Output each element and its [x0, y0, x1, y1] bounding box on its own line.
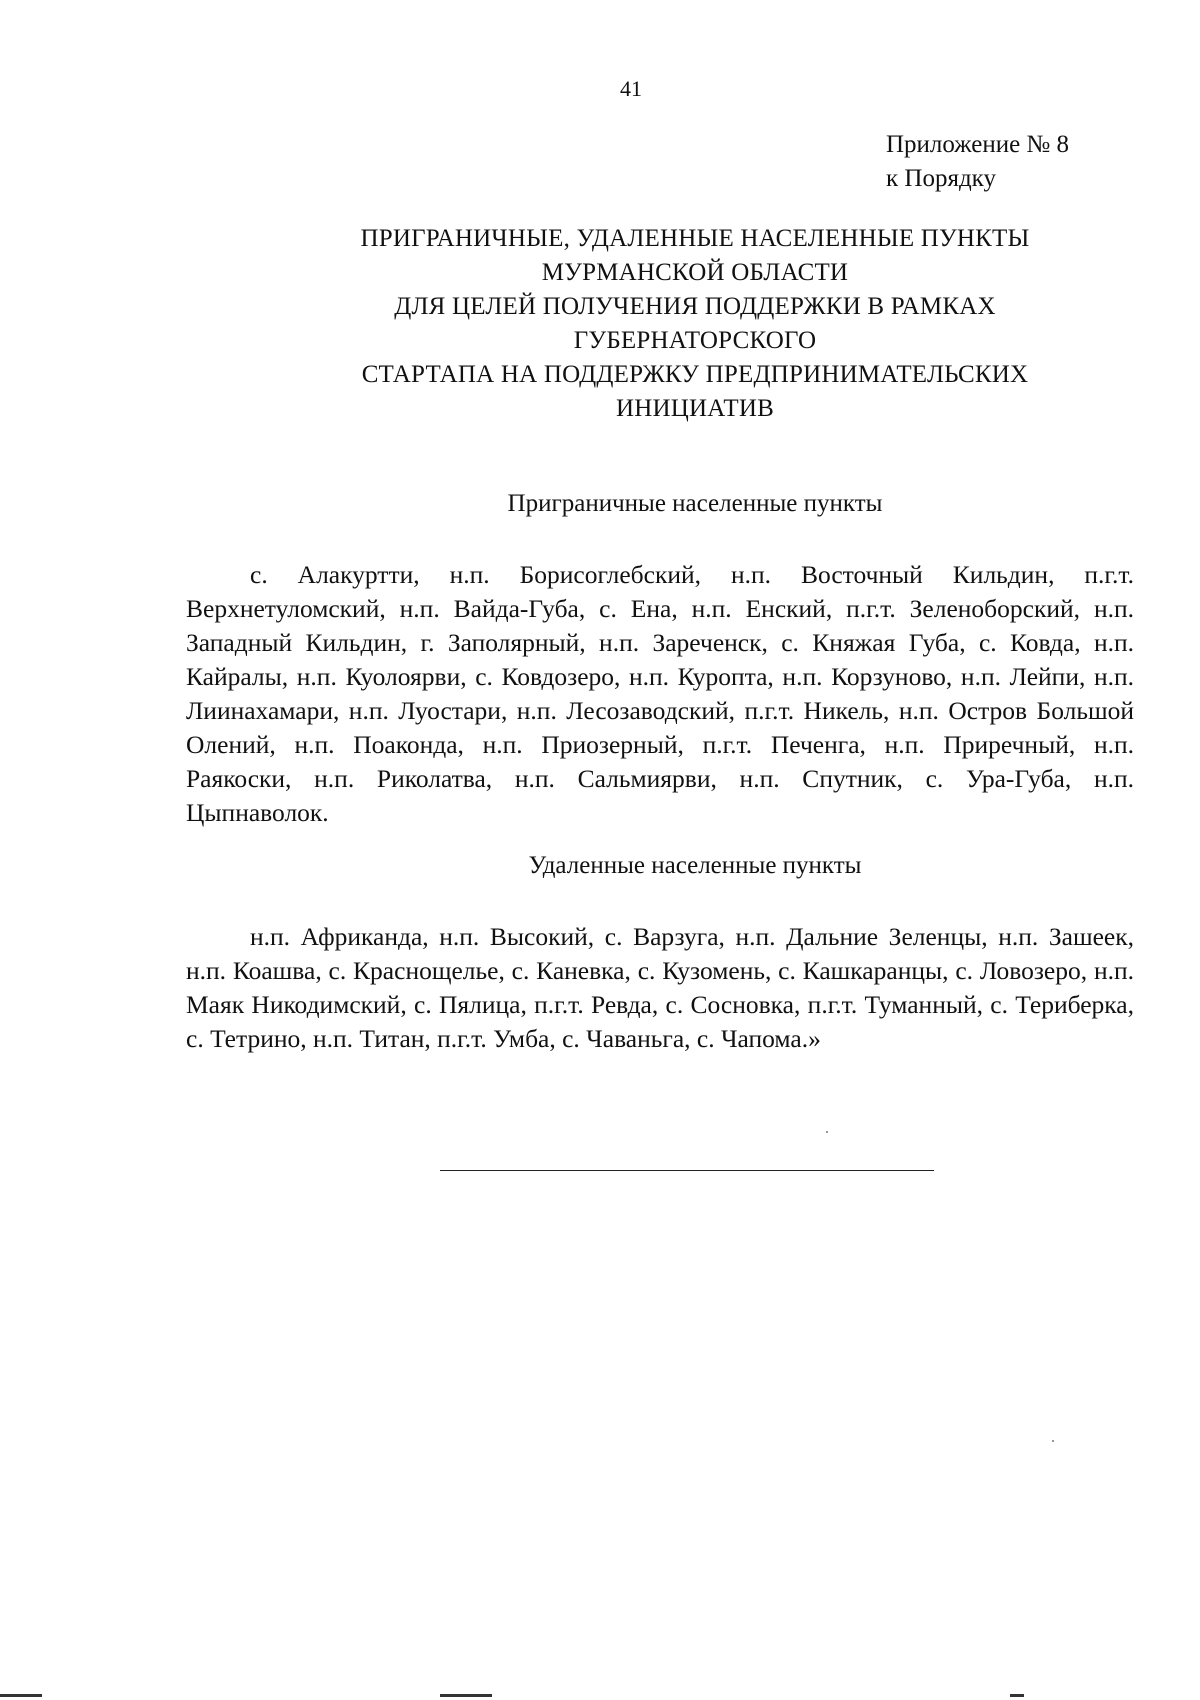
- title-line: ГУБЕРНАТОРСКОГО: [573, 327, 817, 354]
- appendix-reference: [886, 128, 1069, 196]
- remote-settlements-heading: Удаленные населенные пункты: [528, 852, 862, 879]
- title-line: ДЛЯ ЦЕЛЕЙ ПОЛУЧЕНИЯ ПОДДЕРЖКИ В РАМКАХ: [394, 293, 996, 320]
- title-line: ПРИГРАНИЧНЫЕ, УДАЛЕННЫЕ НАСЕЛЕННЫЕ ПУНКТЫ: [360, 225, 1030, 252]
- scan-speck: [826, 1131, 828, 1133]
- appendix-order: к Порядку: [886, 165, 996, 192]
- appendix-number: Приложение № 8: [886, 131, 1070, 158]
- closing-rule-divider: [440, 1170, 934, 1171]
- scan-edge-mark: [0, 1694, 42, 1697]
- page-number: 41: [620, 76, 642, 101]
- remote-settlements-list: н.п. Африканда, н.п. Высокий, с. Варзуга, н.п. Дальние Зеленцы, н.п. Зашеек, н.п. Коашва, с. Краснощелье, с. Каневка, с. Кузомень, с. Кашкаранцы, с. Ловозеро, н.п. Маяк Никодимский, с. Пялица, п.г.т. Ревда, с. Сосновка, п.г.т. Туманный, с. Териберка, с. Тетрино, н.п. Титан, п.г.т. Умба, с. Чаваньга, с. Чапома.»: [186, 922, 1134, 1053]
- title-line: СТАРТАПА НА ПОДДЕРЖКУ ПРЕДПРИНИМАТЕЛЬСКИХ: [361, 361, 1029, 388]
- title-line: ИНИЦИАТИВ: [616, 395, 774, 422]
- border-settlements-heading: Приграничные населенные пункты: [507, 490, 883, 517]
- scan-speck: [1052, 1440, 1054, 1442]
- scan-edge-mark: [440, 1694, 492, 1697]
- title-line: МУРМАНСКОЙ ОБЛАСТИ: [541, 259, 849, 286]
- border-settlements-list: с. Алакуртти, н.п. Борисоглебский, н.п. Восточный Кильдин, п.г.т. Верхнетуломский, н.п. Вайда-Губа, с. Ена, н.п. Енский, п.г.т. Зеленоборский, н.п. Западный Кильдин, г. Заполярный, н.п. Зареченск, с. Княжая Губа, с. Ковда, н.п. Кайралы, н.п. Куолоярви, с. Ковдозеро, н.п. Куропта, н.п. Корзуново, н.п. Лейпи, н.п. Лиинахамари, н.п. Луостари, н.п. Лесозаводский, п.г.т. Никель, н.п. Остров Большой Олений, н.п. Поаконда, н.п. Приозерный, п.г.т. Печенга, н.п. Приречный, н.п. Раякоски, н.п. Риколатва, н.п. Сальмиярви, н.п. Спутник, с. Ура-Губа, н.п. Цыпнаволок.: [186, 560, 1134, 827]
- scan-edge-mark: [1010, 1694, 1024, 1697]
- document-title: [250, 222, 1140, 426]
